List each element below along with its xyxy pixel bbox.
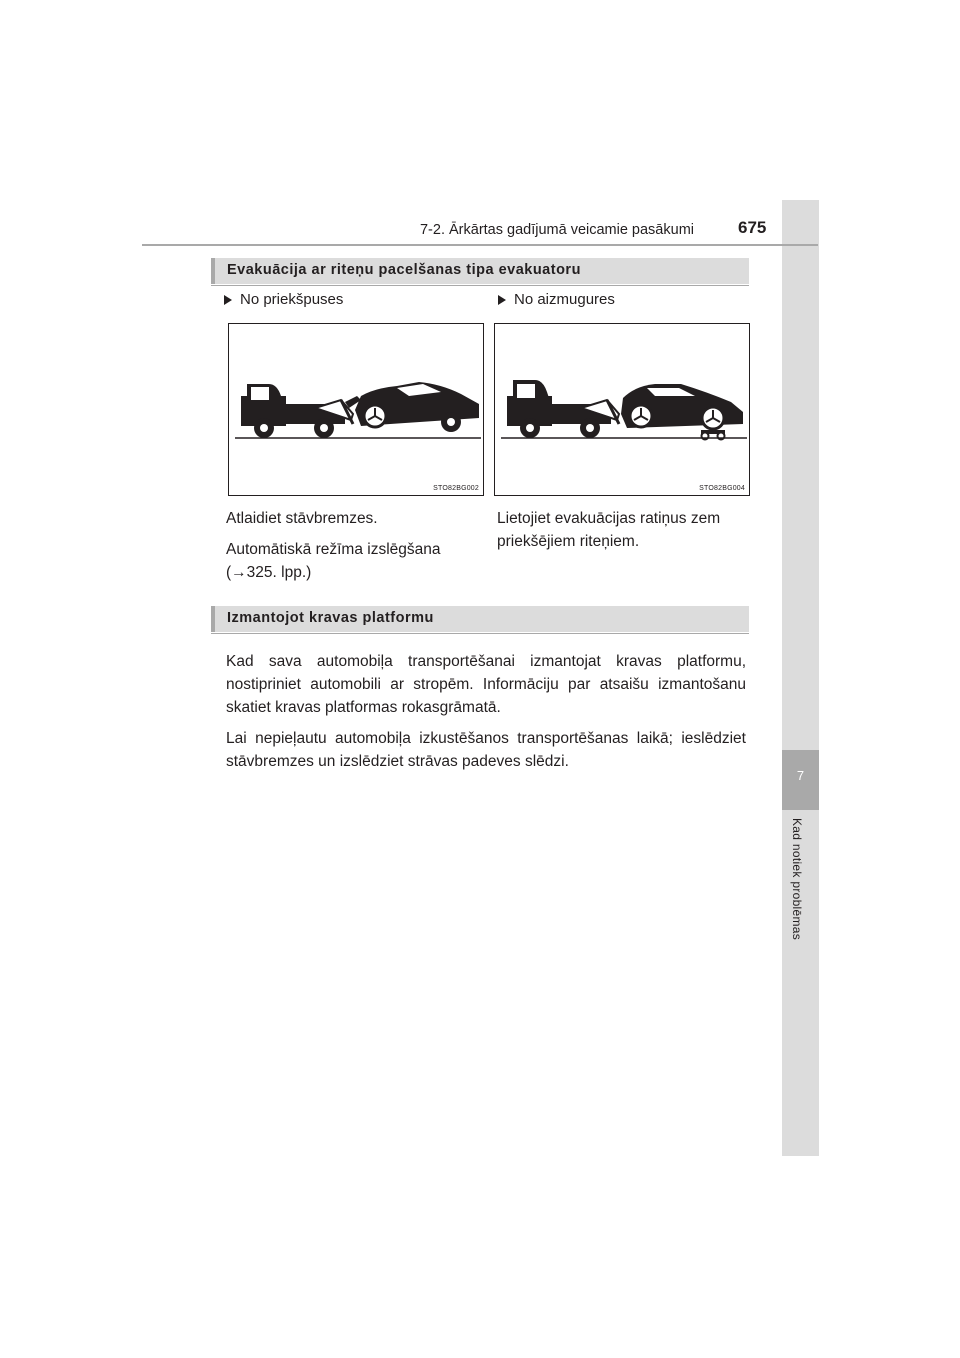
page-number: 675: [738, 218, 767, 237]
paragraph: Lai nepieļautu automobiļa izkustēšanos transportēšanas laikā; ieslēdziet stāvbremzes un izslēdziet strāvas padeves slēdzi.: [226, 730, 746, 770]
section-heading-platform: [211, 606, 749, 632]
tow-truck-front-illustration: [228, 323, 484, 496]
caption-front: [226, 507, 476, 584]
tow-truck-rear-illustration: [494, 323, 750, 496]
figure-code: STO82BG004: [699, 485, 745, 492]
caption-front-line1: Atlaidiet stāvbremzes.: [226, 510, 378, 527]
section-title: Evakuācija ar riteņu pacelšanas tipa evakuatoru: [227, 262, 581, 278]
subheading-rear: [498, 291, 615, 308]
tow-truck-rear-icon: [495, 324, 751, 497]
chapter-label: Kad notiek problēmas: [790, 818, 804, 941]
caption-front-line2: Automātiskā režīma izslēgšana: [226, 541, 441, 558]
paragraph: Kad sava automobiļa transportēšanai izmantojat kravas platformu, nostipriniet automobili ar stropēm. Informāciju par atsaišu izmantošanu skatiet kravas platformas rokasgrāmatā.: [226, 653, 746, 716]
subheading-front: [224, 291, 343, 308]
caption-rear-line2: priekšējiem riteņiem.: [497, 533, 640, 550]
caption-front-line3: (→325. lpp.): [226, 564, 312, 581]
chapter-number: 7: [796, 768, 805, 783]
section-title: Izmantojot kravas platformu: [227, 610, 434, 626]
header-section-title: 7-2. Ārkārtas gadījumā veicamie pasākumi: [419, 222, 694, 238]
caption-rear: [497, 507, 749, 553]
caption-rear-line1: Lietojiet evakuācijas ratiņus zem: [497, 510, 721, 527]
subheading-front-label: No priekšpuses: [240, 291, 344, 308]
figure-code: STO82BG002: [433, 485, 479, 492]
triangle-bullet-icon: [224, 295, 232, 305]
platform-body: [226, 650, 746, 781]
section-heading-wheel-lift: [211, 258, 749, 284]
triangle-bullet-icon: [498, 295, 506, 305]
header-rule: [142, 244, 818, 246]
subheading-rear-label: No aizmugures: [514, 291, 615, 308]
tow-truck-front-icon: [229, 324, 485, 497]
chapter-side-tab: [782, 200, 819, 1156]
